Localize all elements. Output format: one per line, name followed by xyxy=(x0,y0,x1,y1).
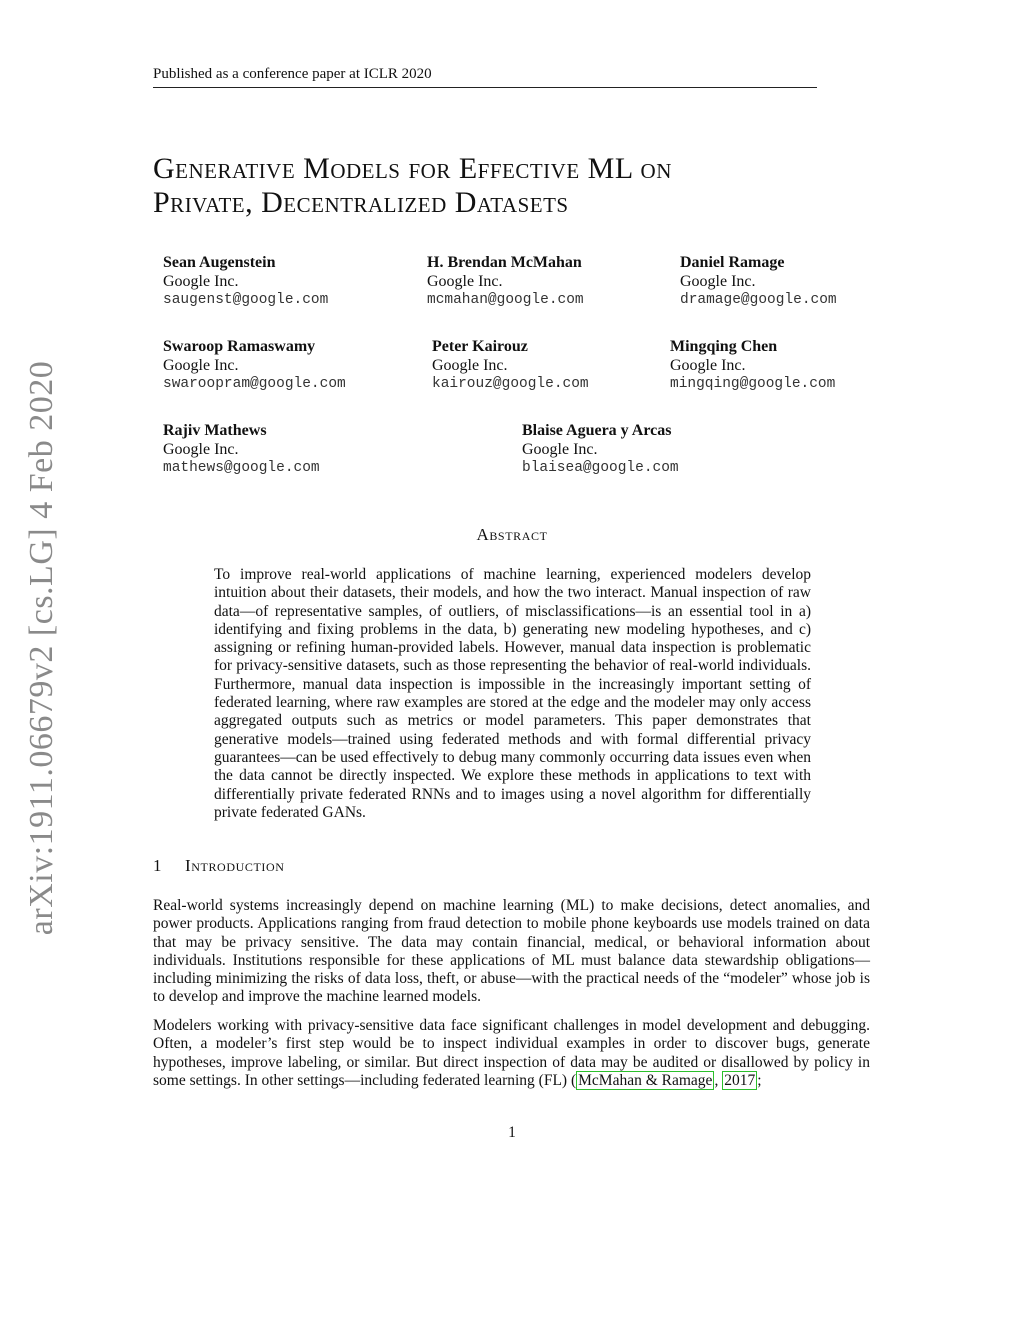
author-block xyxy=(163,337,346,394)
author-block xyxy=(680,253,837,310)
paper-title xyxy=(153,152,672,220)
abstract-heading: Abstract xyxy=(476,525,548,544)
title-line-1: Generative Models for Effective ML on xyxy=(153,152,672,185)
author-affiliation: Google Inc. xyxy=(163,441,239,458)
author-email[interactable]: mathews@google.com xyxy=(163,460,320,476)
intro-paragraph-2 xyxy=(153,1017,870,1090)
citation-separator: , xyxy=(714,1071,723,1089)
citation-tail: ; xyxy=(757,1071,762,1089)
author-name: H. Brendan McMahan xyxy=(427,254,582,271)
author-name: Sean Augenstein xyxy=(163,254,276,271)
section-number: 1 xyxy=(153,856,163,875)
author-affiliation: Google Inc. xyxy=(163,357,239,374)
author-block xyxy=(522,421,679,478)
citation-link-author[interactable]: McMahan & Ramage xyxy=(578,1071,713,1089)
author-name: Mingqing Chen xyxy=(670,338,778,355)
author-email[interactable]: dramage@google.com xyxy=(680,292,837,308)
author-email[interactable]: kairouz@google.com xyxy=(432,376,589,392)
author-name: Peter Kairouz xyxy=(432,338,528,355)
author-block xyxy=(432,337,589,394)
author-affiliation: Google Inc. xyxy=(670,357,746,374)
section-heading xyxy=(153,856,285,876)
author-affiliation: Google Inc. xyxy=(432,357,508,374)
author-block xyxy=(670,337,835,394)
citation-link-year[interactable]: 2017 xyxy=(724,1071,756,1089)
running-header: Published as a conference paper at ICLR 2020 xyxy=(153,66,432,82)
author-block xyxy=(163,253,328,310)
author-affiliation: Google Inc. xyxy=(522,441,598,458)
author-affiliation: Google Inc. xyxy=(163,273,239,290)
header-divider xyxy=(153,87,817,88)
author-affiliation: Google Inc. xyxy=(427,273,503,290)
author-name: Rajiv Mathews xyxy=(163,422,267,439)
author-email[interactable]: mcmahan@google.com xyxy=(427,292,584,308)
author-name: Blaise Aguera y Arcas xyxy=(522,422,672,439)
intro-paragraph-1: Real-world systems increasingly depend on machine learning (ML) to make decisions, detect anomalies, and power products. Applications ranging from fraud detection to mobile phone keyboards use models trained on data that may be privacy sensitive. The data may contain financial, medical, or behavioral information about individuals. Institutions responsible for these applications of ML must balance data stewardship obligations—including minimizing the risks of data loss, theft, or abuse—with the practical needs of the “modeler” whose job is to develop and improve the machine learned models. xyxy=(153,897,870,1006)
abstract-body: To improve real-world applications of machine learning, experienced modelers develop intuition about their datasets, their models, and how the two interact. Manual inspection of raw data—of representative samples, of outliers, of misclassifications—is an essential tool in a) identifying and fixing problems in the data, b) generating new modeling hypotheses, and c) assigning or refining human-provided labels. However, manual data inspection is problematic for privacy-sensitive datasets, such as those representing the behavior of real-world individuals. Furthermore, manual data inspection is impossible in the increasingly important setting of federated learning, where raw examples are stored at the edge and the modeler may only access aggregated outputs such as metrics or model parameters. This paper demonstrates that generative models—trained using federated methods and with formal differential privacy guarantees—can be used effectively to debug many commonly occurring data issues even when the data cannot be directly inspected. We explore these methods in applications to text with differentially private federated RNNs and to images using a novel algorithm for differentially private federated GANs. xyxy=(214,566,811,821)
arxiv-identifier[interactable]: arXiv:1911.06679v2 [cs.LG] 4 Feb 2020 xyxy=(23,360,60,936)
author-email[interactable]: mingqing@google.com xyxy=(670,376,836,392)
author-block xyxy=(163,421,320,478)
author-name: Daniel Ramage xyxy=(680,254,785,271)
author-block xyxy=(427,253,584,310)
author-email[interactable]: swaroopram@google.com xyxy=(163,376,346,392)
author-name: Swaroop Ramaswamy xyxy=(163,338,316,355)
author-affiliation: Google Inc. xyxy=(680,273,756,290)
author-email[interactable]: saugenst@google.com xyxy=(163,292,329,308)
author-email[interactable]: blaisea@google.com xyxy=(522,460,679,476)
section-title: Introduction xyxy=(185,856,285,875)
title-line-2: Private, Decentralized Datasets xyxy=(153,186,569,219)
paragraph-text: Modelers working with privacy-sensitive data face significant challenges in model development and debugging. Often, a modeler’s first step would be to inspect individual examples in order to discover bugs, generate hypotheses, improve labeling, or similar. But direct inspection of data may be audited or disallowed by policy in some settings. In other settings—including federated learning (FL) ( xyxy=(153,1017,870,1089)
page-number: 1 xyxy=(508,1124,516,1141)
